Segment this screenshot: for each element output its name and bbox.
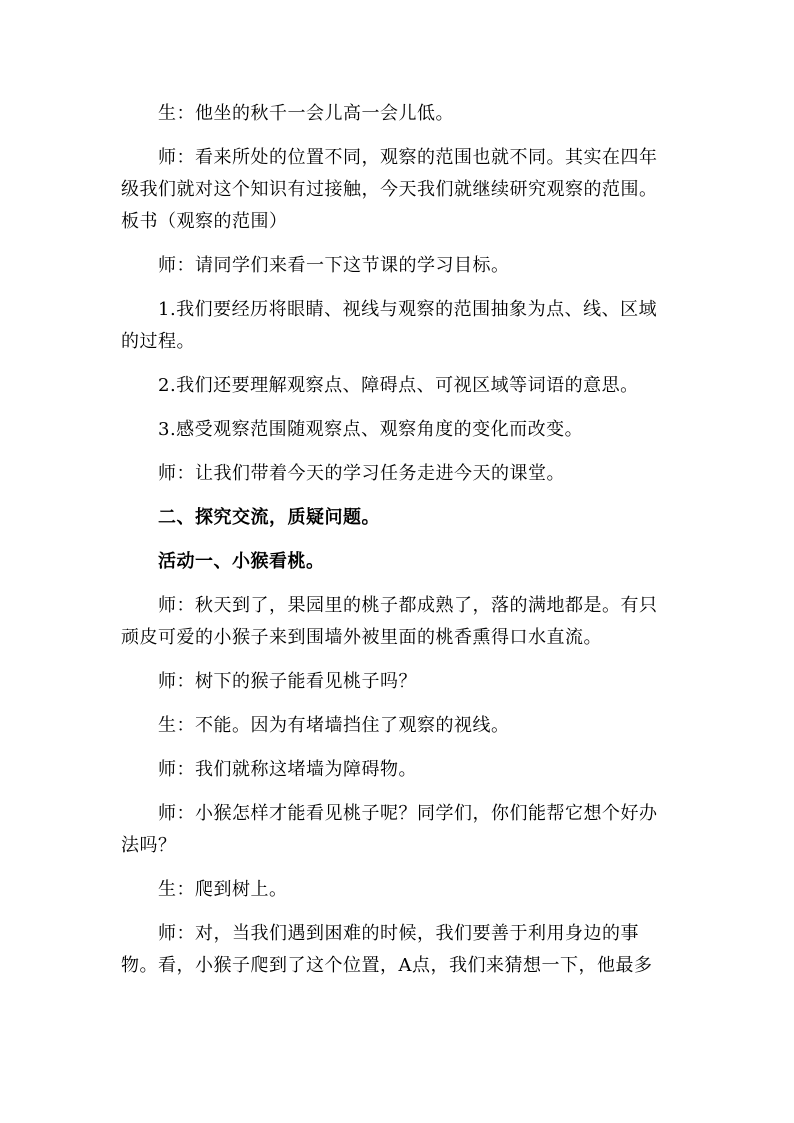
paragraph-goals-intro: 师：请同学们来看一下这节课的学习目标。 (158, 255, 510, 276)
paragraph-how-to-see: 师：小猴怎样才能看见桃子呢？同学们，你们能帮它想个好办法吗？ (121, 803, 658, 856)
paragraph-goal-3: 3.感受观察范围随观察点、观察角度的变化而改变。 (158, 419, 584, 440)
lesson-text (121, 98, 673, 994)
paragraph-autumn-story: 师：秋天到了，果园里的桃子都成熟了，落的满地都是。有只顽皮可爱的小猴子来到围墙外被里面的桃香熏得口水直流。 (121, 595, 658, 648)
paragraph-goal-2: 2.我们还要理解观察点、障碍点、可视区域等词语的意思。 (158, 375, 639, 396)
paragraph-student-answer: 生：不能。因为有堵墙挡住了观察的视线。 (158, 715, 510, 736)
paragraph-goal-1: 1.我们要经历将眼睛、视线与观察的范围抽象为点、线、区域的过程。 (121, 299, 658, 352)
paragraph-point-a: 师：对，当我们遇到困难的时候，我们要善于利用身边的事物。看，小猴子爬到了这个位置，A点，我们来猜想一下，他最多 (121, 923, 653, 976)
paragraph-obstacle: 师：我们就称这堵墙为障碍物。 (158, 759, 417, 780)
paragraph-student-swing: 生：他坐的秋千一会儿高一会儿低。 (158, 103, 454, 124)
activity-heading: 活动一、小猴看桃。 (158, 551, 325, 572)
paragraph-teacher-task: 师：让我们带着今天的学习任务走进今天的课堂。 (158, 463, 565, 484)
paragraph-teacher-intro: 师：看来所处的位置不同，观察的范围也就不同。其实在四年级我们就对这个知识有过接触，今天我们就继续研究观察的范围。 (121, 147, 658, 200)
section-heading: 二、探究交流，质疑问题。 (158, 507, 380, 528)
paragraph-question-peaches: 师：树下的猴子能看见桃子吗？ (158, 671, 417, 692)
paragraph-climb-tree: 生：爬到树上。 (158, 879, 288, 900)
paragraph-board-title: 板书（观察的范围） (121, 211, 288, 232)
